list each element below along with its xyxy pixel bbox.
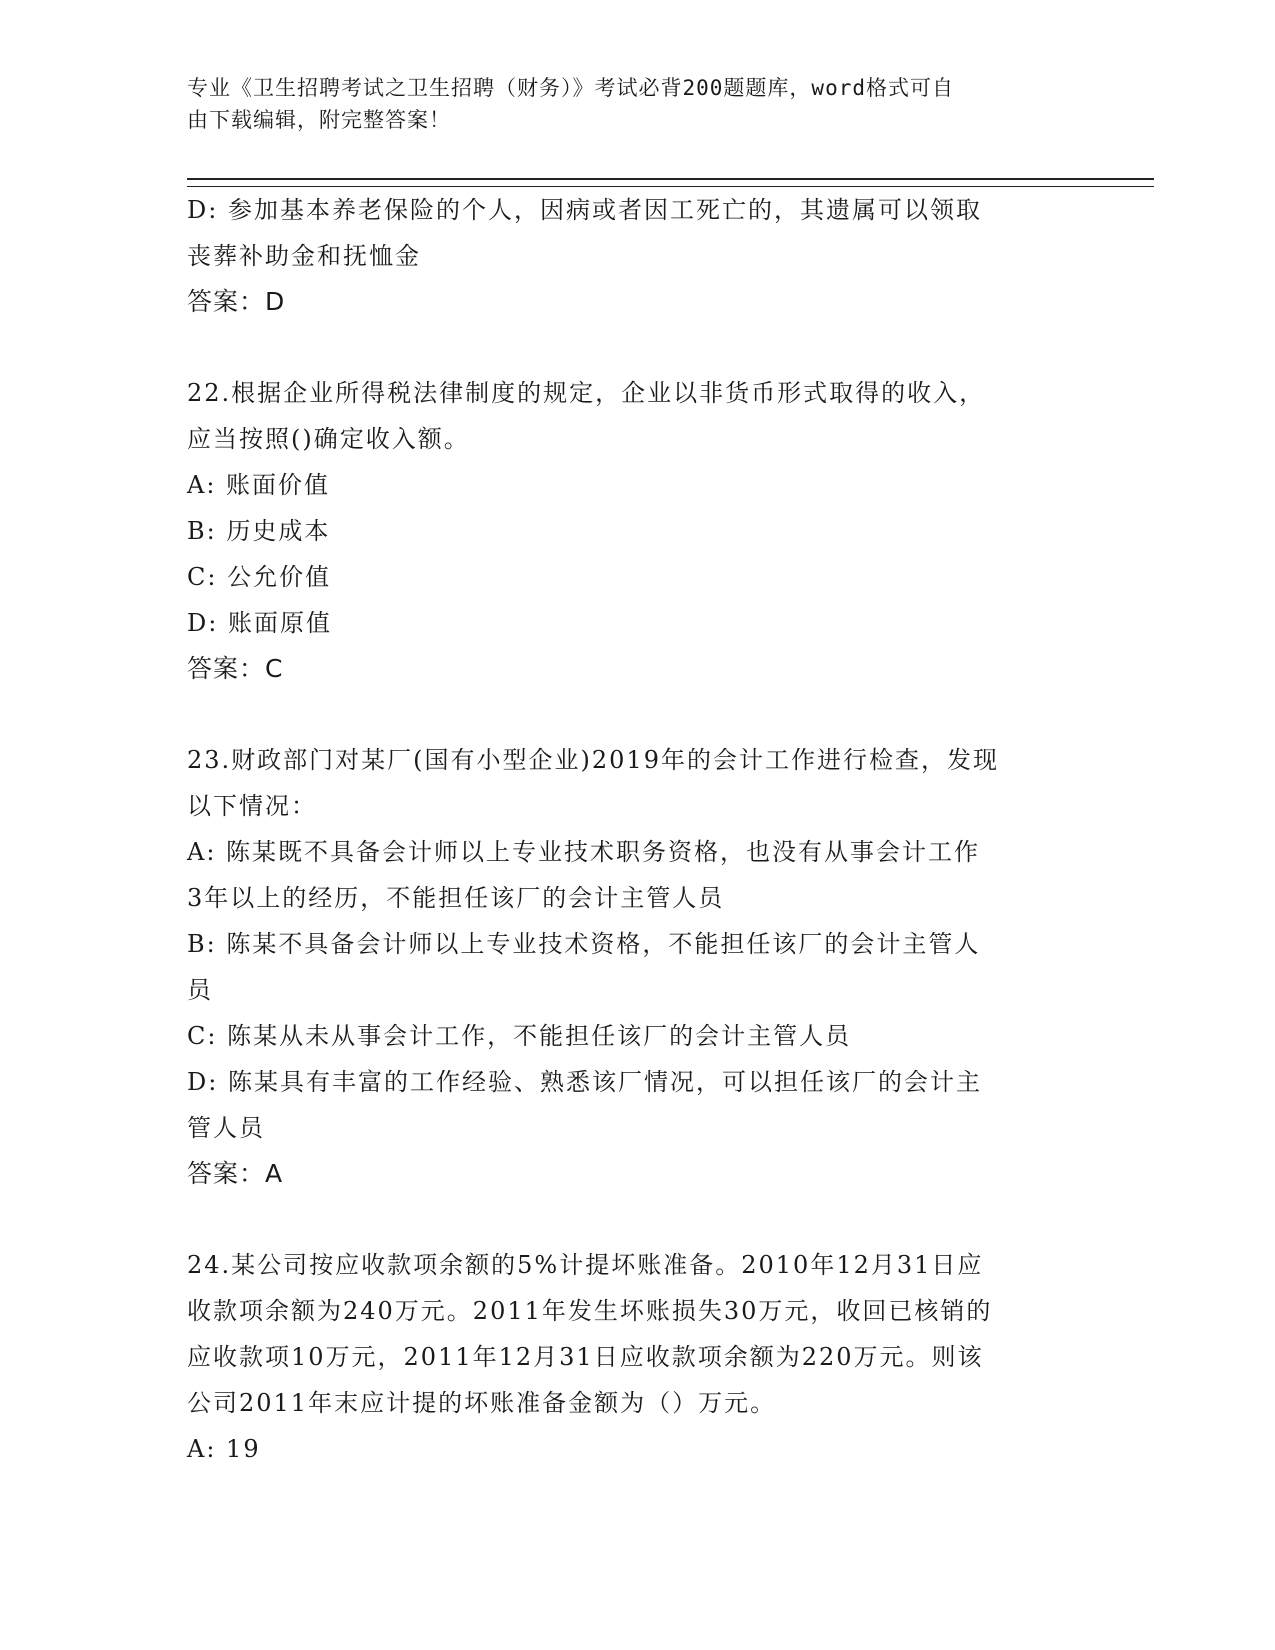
option-b-line-1: B: 陈某不具备会计师以上专业技术资格，不能担任该厂的会计主管人: [187, 930, 981, 958]
option-d: D: 账面原值: [187, 609, 332, 637]
spacer: [187, 692, 1087, 737]
header-line-1: 专业《卫生招聘考试之卫生招聘（财务）》考试必背200题题库，word格式可自: [187, 76, 954, 100]
option-d-line-2: 丧葬补助金和抚恤金: [187, 242, 421, 270]
document-header: [187, 72, 1067, 136]
spacer: [187, 1197, 1087, 1242]
header-line-2: 由下载编辑，附完整答案！: [187, 108, 451, 132]
document-body: [187, 187, 1087, 1472]
option-d-line-2: 管人员: [187, 1114, 265, 1142]
option-a-line-1: A: 陈某既不具备会计师以上专业技术职务资格，也没有从事会计工作: [187, 838, 981, 866]
question-24: [187, 1242, 1087, 1472]
question-stem-line-3: 应收款项10万元，2011年12月31日应收款项余额为220万元。则该: [187, 1343, 984, 1371]
header-divider: [187, 178, 1154, 187]
question-stem-line-2: 以下情况：: [187, 792, 317, 820]
answer-label: 答案：D: [187, 287, 286, 316]
spacer: [187, 325, 1087, 370]
question-stem-line-2: 应当按照()确定收入额。: [187, 425, 470, 453]
question-22: [187, 370, 1087, 692]
question-stem-line-1: 24.某公司按应收款项余额的5%计提坏账准备。2010年12月31日应: [187, 1251, 984, 1279]
question-23: [187, 737, 1087, 1197]
answer-label: 答案：A: [187, 1159, 284, 1188]
question-stem-line-1: 22.根据企业所得税法律制度的规定，企业以非货币形式取得的收入，: [187, 379, 986, 407]
option-c: C: 陈某从未从事会计工作，不能担任该厂的会计主管人员: [187, 1022, 852, 1050]
question-stem-line-4: 公司2011年末应计提的坏账准备金额为（）万元。: [187, 1389, 777, 1417]
question-stem-line-2: 收款项余额为240万元。2011年发生坏账损失30万元，收回已核销的: [187, 1297, 993, 1325]
option-a: A: 19: [187, 1435, 261, 1463]
option-b-line-2: 员: [187, 976, 213, 1004]
question-stem-line-1: 23.财政部门对某厂(国有小型企业)2019年的会计工作进行检查，发现: [187, 746, 999, 774]
option-d-line-1: D: 参加基本养老保险的个人，因病或者因工死亡的，其遗属可以领取: [187, 196, 982, 224]
question-21-tail: [187, 187, 1087, 325]
option-d-line-1: D: 陈某具有丰富的工作经验、熟悉该厂情况，可以担任该厂的会计主: [187, 1068, 982, 1096]
option-c: C: 公允价值: [187, 563, 332, 591]
option-b: B: 历史成本: [187, 517, 331, 545]
option-a: A: 账面价值: [187, 471, 331, 499]
option-a-line-2: 3年以上的经历，不能担任该厂的会计主管人员: [187, 884, 725, 912]
answer-label: 答案：C: [187, 654, 284, 683]
